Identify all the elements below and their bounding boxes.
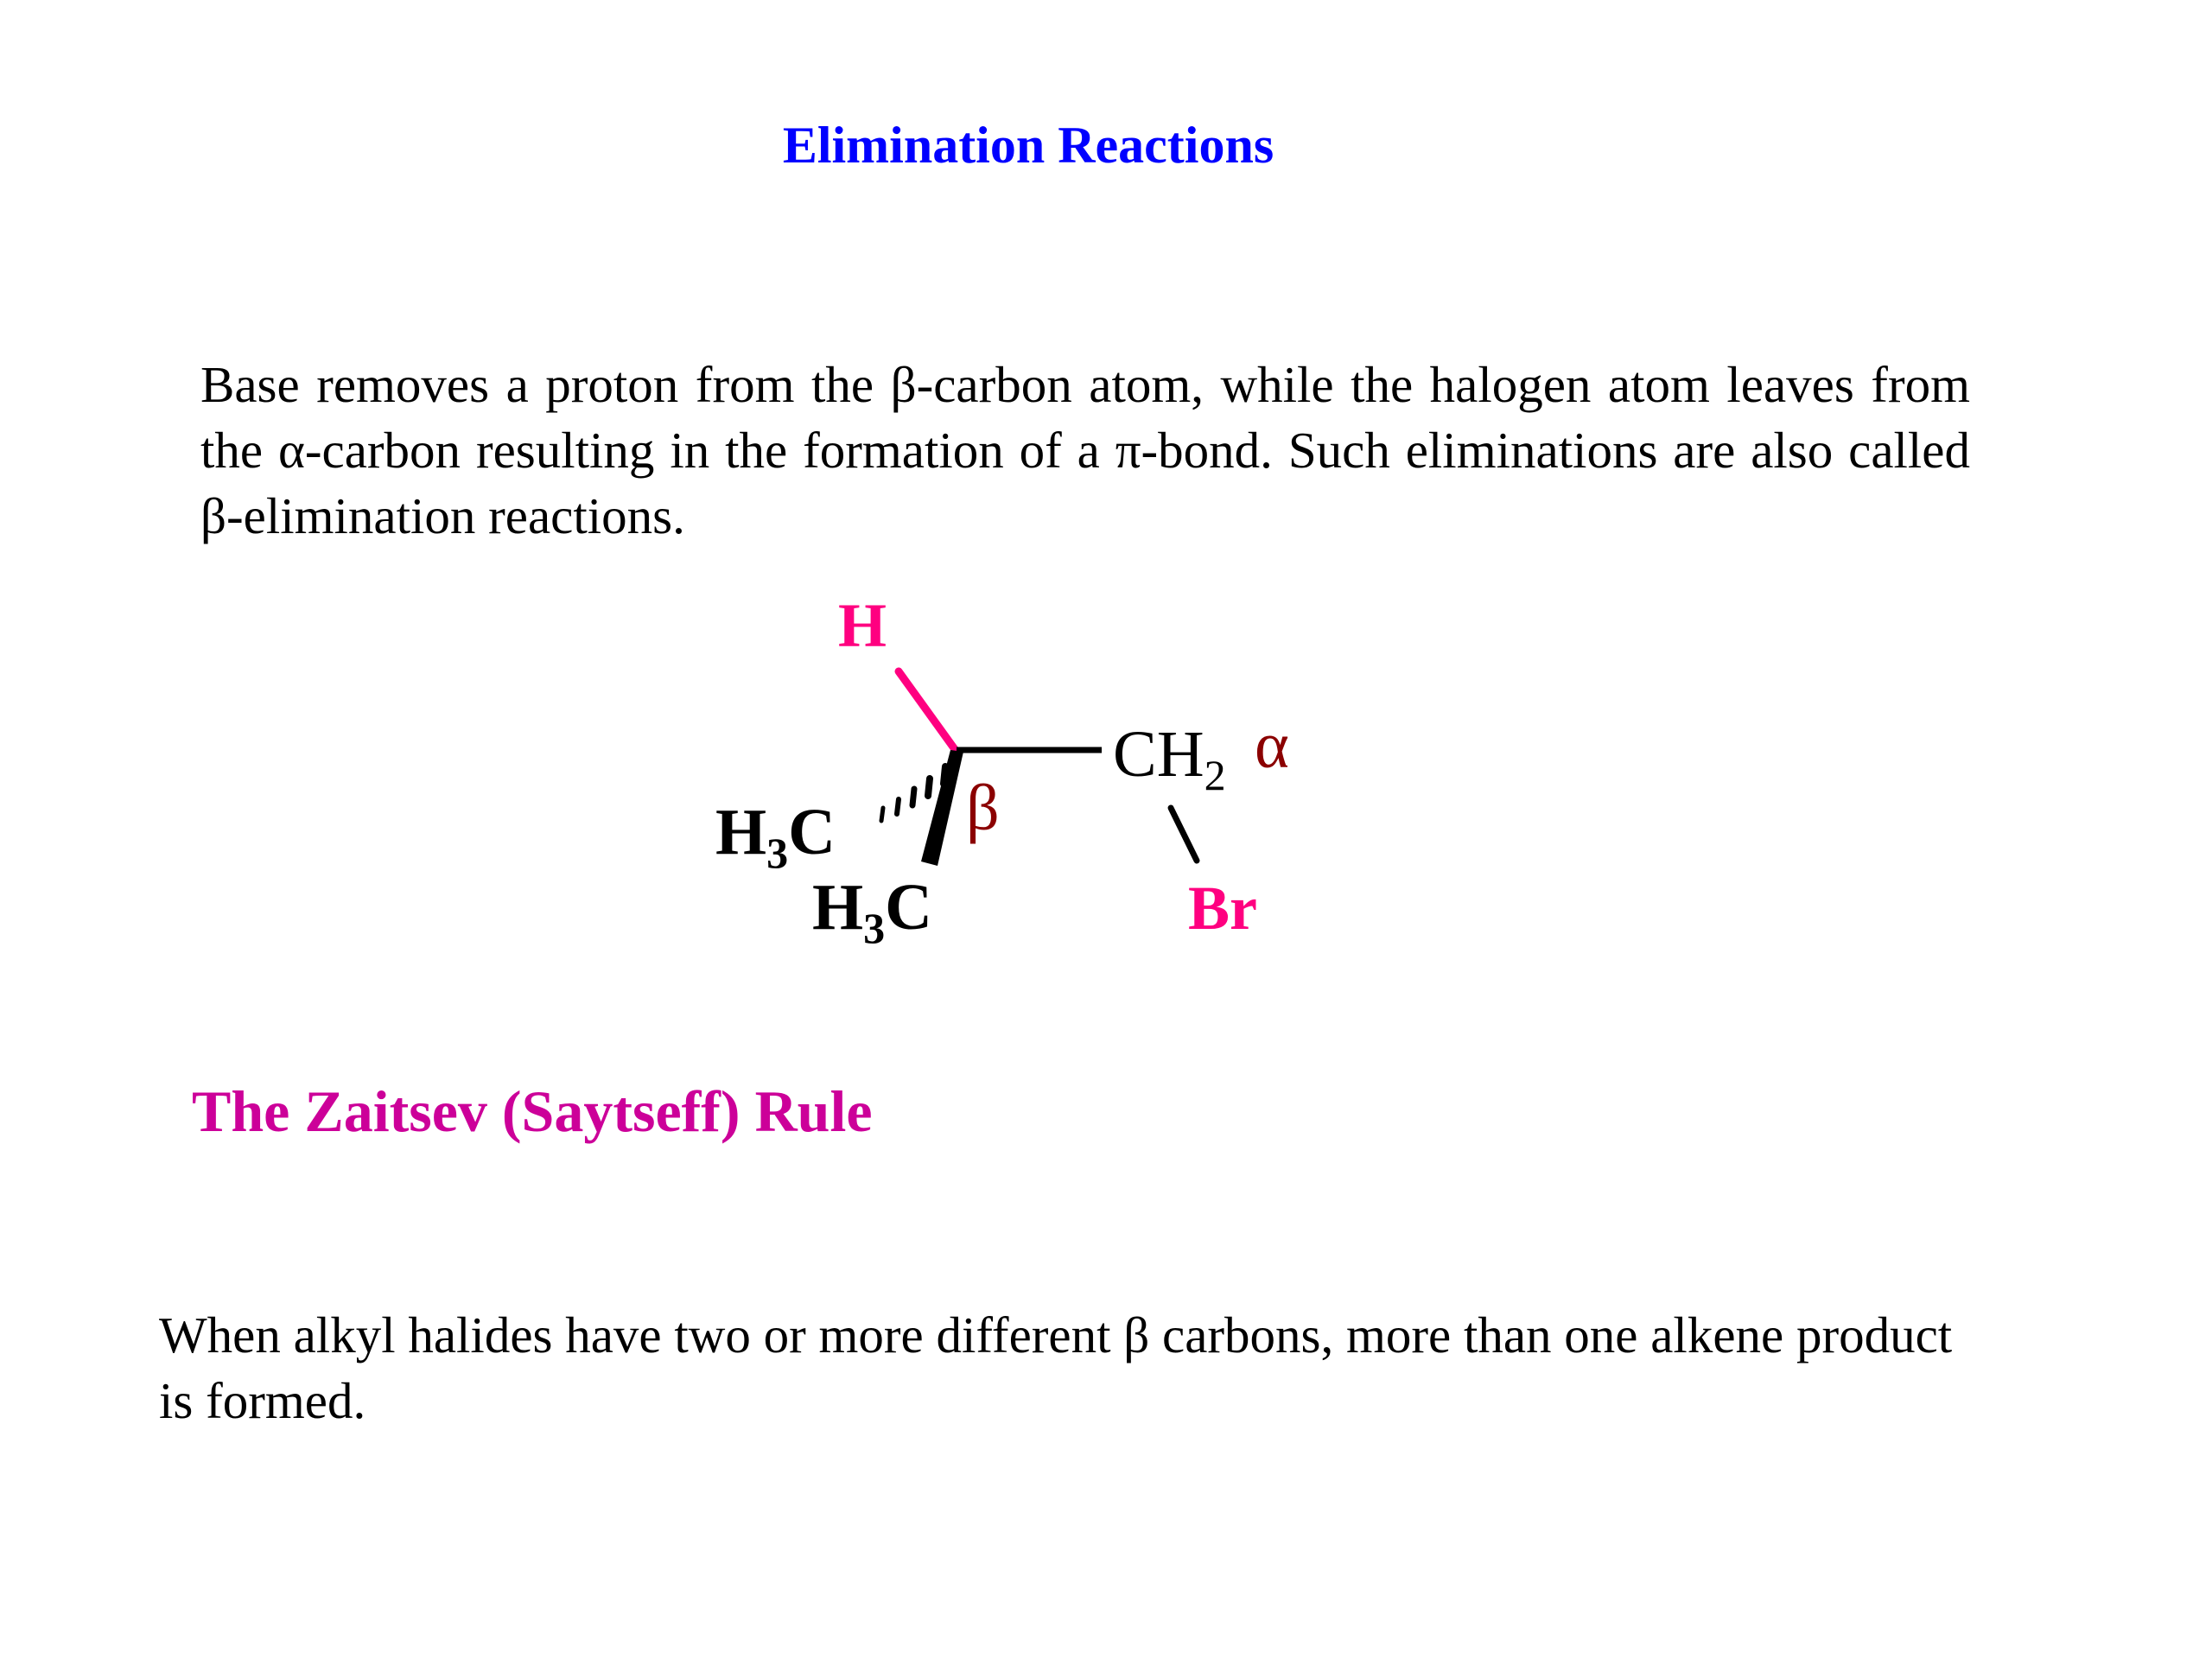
section-heading: The Zaitsev (Saytseff) Rule — [192, 1078, 873, 1144]
methyl-wedge-label: $H_3C$ — [812, 871, 933, 952]
alpha-label: α — [1255, 709, 1289, 782]
bromine-label: Br — [1188, 874, 1257, 943]
page-title: Elimination Reactions — [782, 117, 1274, 174]
h-bond — [899, 671, 957, 752]
methyl-dashed-label: $H_3C$ — [715, 796, 836, 877]
c-br-bond — [1171, 808, 1197, 861]
hashed-bond — [881, 766, 945, 821]
ch2-label: $CH_2$ — [1113, 718, 1226, 799]
beta-label: β — [966, 772, 1000, 844]
wedge-bond — [921, 750, 963, 866]
hydrogen-label: H — [838, 591, 887, 660]
intro-paragraph: Base removes a proton from the β-carbon atom, while the halogen atom leaves from the α-carbon resulting in the formation of a π-bond. Such eliminations are also called β-elimination reactions. — [200, 356, 1970, 544]
rule-paragraph: When alkyl halides have two or more different β carbons, more than one alkene product is formed. — [159, 1306, 1953, 1429]
